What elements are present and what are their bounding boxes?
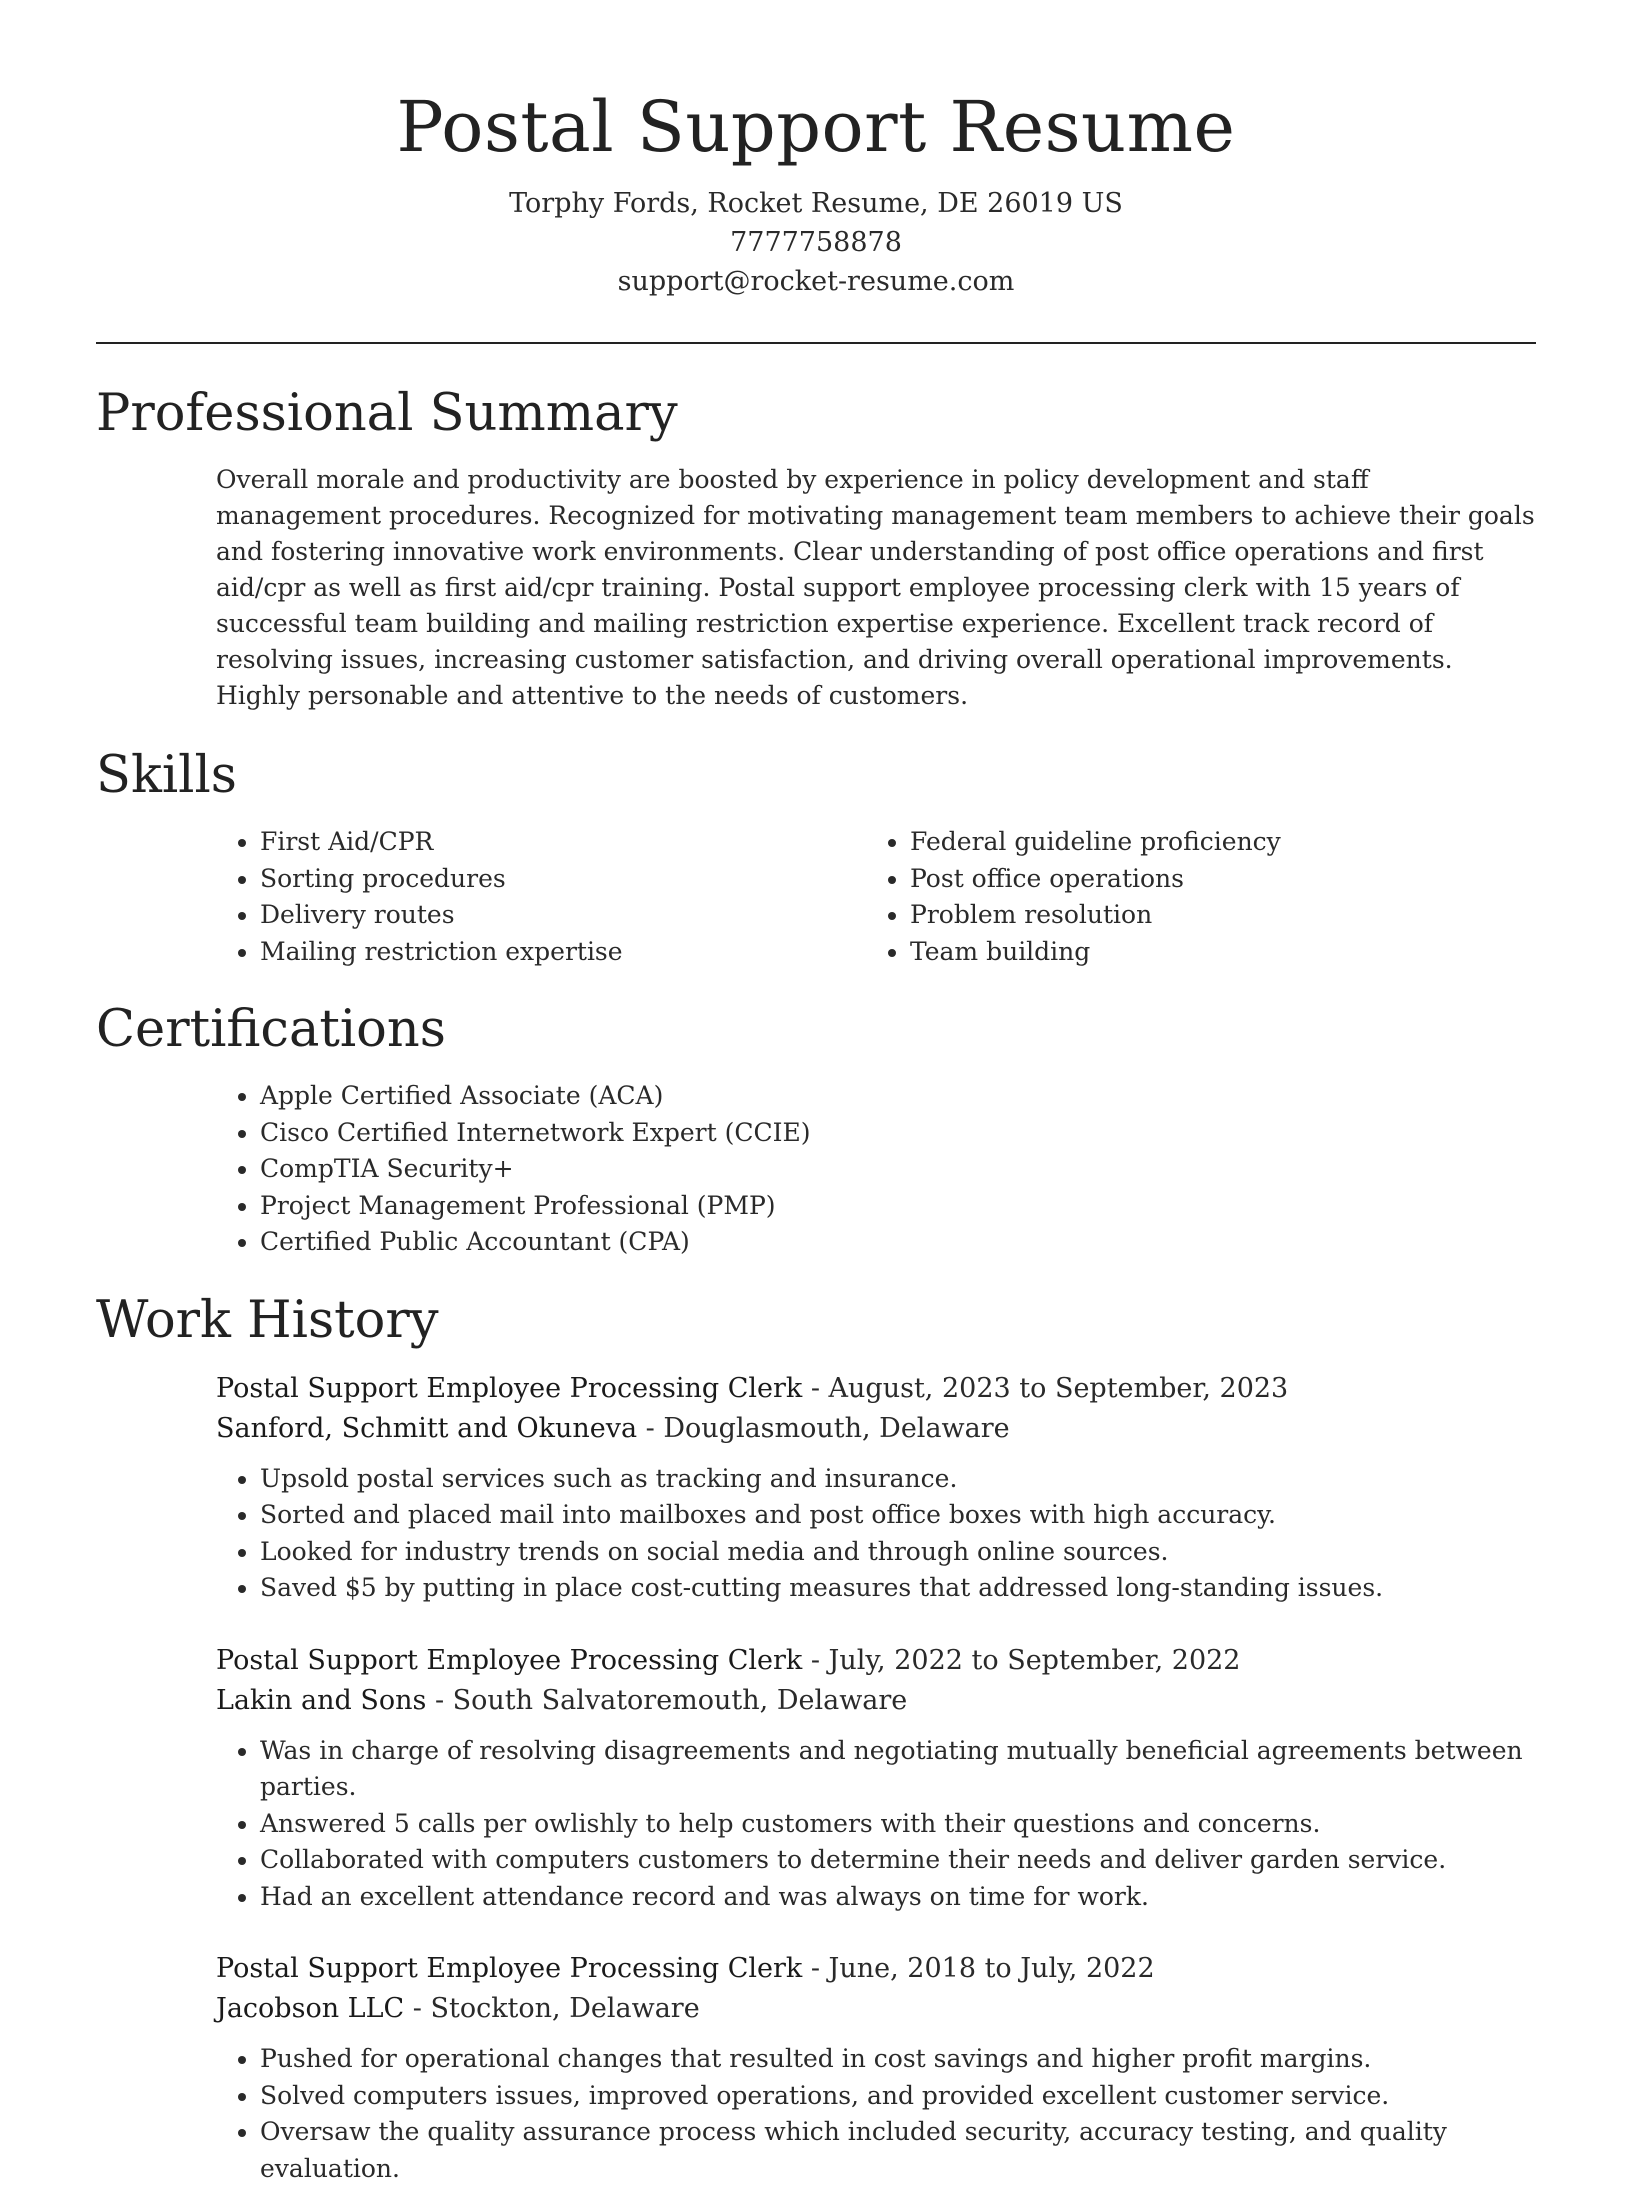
summary-text: Overall morale and productivity are boosted by experience in policy development and staff management procedures. Recognized for motivating management team members to achieve their goals and fostering innovative work environments. Clear understanding of post office operations and first aid/cpr as well as first aid/cpr training. Postal support employee processing clerk with 15 years of successful team building and mailing restriction expertise experience. Excellent track record of resolving issues, increasing customer satisfaction, and driving overall operational improvements. Highly personable and attentive to the needs of customers.: [216, 462, 1536, 714]
job-company: Sanford, Schmitt and Okuneva: [216, 1413, 637, 1444]
job-entry: [216, 1641, 1536, 1916]
resume-header: [96, 82, 1536, 301]
job-location: - Douglasmouth, Delaware: [637, 1413, 1010, 1444]
contact-phone: 7777758878: [96, 223, 1536, 262]
skill-item: • First Aid/CPR: [260, 824, 866, 861]
job-dates: - August, 2023 to September, 2023: [802, 1373, 1288, 1404]
header-divider: [96, 342, 1536, 344]
job-title: Postal Support Employee Processing Clerk: [216, 1953, 802, 1984]
work-history-section: [96, 1287, 1536, 2187]
contact-address: Torphy Fords, Rocket Resume, DE 26019 US: [96, 184, 1536, 223]
certification-item: • Certified Public Accountant (CPA): [260, 1224, 1536, 1261]
job-dates: - July, 2022 to September, 2022: [802, 1645, 1240, 1676]
job-duty-item: • Oversaw the quality assurance process which included security, accuracy testing, and quality evaluation.: [260, 2114, 1536, 2187]
skill-item: • Sorting procedures: [260, 861, 866, 898]
skill-item: • Mailing restriction expertise: [260, 934, 866, 971]
job-duty-item: • Collaborated with computers customers to determine their needs and deliver garden service.: [260, 1842, 1536, 1879]
certification-item: • Project Management Professional (PMP): [260, 1188, 1536, 1225]
skills-section: [96, 742, 1536, 970]
job-entry: [216, 1949, 1536, 2187]
section-heading-certifications: Certifications: [96, 996, 1536, 1064]
job-title: Postal Support Employee Processing Clerk: [216, 1645, 802, 1676]
skill-item: • Team building: [910, 934, 1516, 971]
skill-item: • Problem resolution: [910, 897, 1516, 934]
job-title: Postal Support Employee Processing Clerk: [216, 1373, 802, 1404]
section-heading-skills: Skills: [96, 742, 1536, 810]
section-heading-work-history: Work History: [96, 1287, 1536, 1355]
job-dates: - June, 2018 to July, 2022: [802, 1953, 1154, 1984]
job-company: Lakin and Sons: [216, 1685, 426, 1716]
certifications-section: [96, 996, 1536, 1261]
skill-item: • Federal guideline proficiency: [910, 824, 1516, 861]
job-title-line: [216, 1949, 1536, 1989]
job-company-line: [216, 1409, 1536, 1449]
section-heading-summary: Professional Summary: [96, 380, 1536, 448]
job-duties-list: [216, 1461, 1536, 1607]
job-duty-item: • Saved $5 by putting in place cost-cutting measures that addressed long-standing issues.: [260, 1570, 1536, 1607]
job-company-line: [216, 1989, 1536, 2029]
job-company-line: [216, 1681, 1536, 1721]
job-duty-item: • Sorted and placed mail into mailboxes and post office boxes with high accuracy.: [260, 1497, 1536, 1534]
skills-columns: [216, 824, 1536, 970]
skill-item: • Delivery routes: [260, 897, 866, 934]
skill-item: • Post office operations: [910, 861, 1516, 898]
job-location: - Stockton, Delaware: [404, 1993, 699, 2024]
job-duty-item: • Answered 5 calls per owlishly to help customers with their questions and concerns.: [260, 1806, 1536, 1843]
certifications-list: [216, 1078, 1536, 1261]
job-duty-item: • Solved computers issues, improved operations, and provided excellent customer service.: [260, 2078, 1536, 2115]
job-duty-item: • Upsold postal services such as tracking and insurance.: [260, 1461, 1536, 1498]
certification-item: • Apple Certified Associate (ACA): [260, 1078, 1536, 1115]
job-title-line: [216, 1641, 1536, 1681]
professional-summary-section: [96, 380, 1536, 714]
skills-column-right: [866, 824, 1516, 970]
job-duty-item: • Looked for industry trends on social media and through online sources.: [260, 1534, 1536, 1571]
job-company: Jacobson LLC: [216, 1993, 404, 2024]
certification-item: • CompTIA Security+: [260, 1151, 1536, 1188]
resume-title: Postal Support Resume: [96, 82, 1536, 172]
job-duties-list: [216, 2041, 1536, 2187]
job-duties-list: [216, 1733, 1536, 1916]
skills-column-left: [216, 824, 866, 970]
job-title-line: [216, 1369, 1536, 1409]
certification-item: • Cisco Certified Internetwork Expert (CCIE): [260, 1115, 1536, 1152]
contact-info: [96, 184, 1536, 301]
job-duty-item: • Pushed for operational changes that resulted in cost savings and higher profit margins.: [260, 2041, 1536, 2078]
contact-email: support@rocket-resume.com: [96, 262, 1536, 301]
job-location: - South Salvatoremouth, Delaware: [426, 1685, 907, 1716]
job-entry: [216, 1369, 1536, 1607]
job-duty-item: • Was in charge of resolving disagreements and negotiating mutually beneficial agreements between parties.: [260, 1733, 1536, 1806]
resume-body: [96, 380, 1536, 2187]
job-duty-item: • Had an excellent attendance record and was always on time for work.: [260, 1879, 1536, 1916]
